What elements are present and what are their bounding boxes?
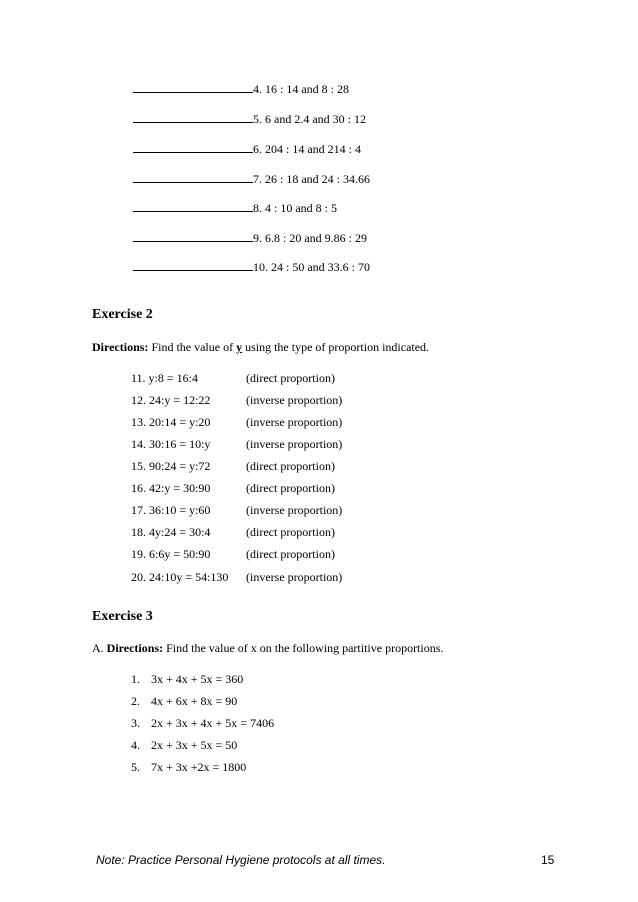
exercise1-item <box>133 258 370 274</box>
exercise2-item <box>131 459 335 473</box>
exercise1-item <box>133 199 337 215</box>
directions-text: Find the value of <box>151 340 234 354</box>
partitive-equation: 2x + 3x + 5x = 50 <box>151 738 238 752</box>
proportion-type: (inverse proportion) <box>246 503 343 517</box>
item-number: 2. <box>131 694 140 708</box>
page-number: 15 <box>541 853 555 867</box>
answer-blank[interactable] <box>133 80 253 93</box>
exercise1-item <box>133 140 361 156</box>
proportion-type: (inverse proportion) <box>246 415 343 429</box>
exercise1-item <box>133 170 370 186</box>
exercise3-item <box>131 738 237 752</box>
item-number: 1. <box>131 672 140 686</box>
directions-variable: y <box>236 340 243 354</box>
exercise2-item <box>131 481 335 495</box>
proportion-equation: 16. 42:y = 30:90 <box>131 481 211 495</box>
exercise3-item <box>131 694 237 708</box>
exercise3-directions <box>92 641 443 655</box>
proportion-equation: 11. y:8 = 16:4 <box>131 371 198 385</box>
answer-blank[interactable] <box>133 199 253 212</box>
exercise2-heading: Exercise 2 <box>92 307 153 322</box>
exercise3-item <box>131 760 246 774</box>
proportion-type: (direct proportion) <box>246 459 335 473</box>
exercise2-item <box>131 393 342 407</box>
proportion-equation: 15. 90:24 = y:72 <box>131 459 211 473</box>
answer-blank[interactable] <box>133 140 253 153</box>
exercise1-question: 6. 204 : 14 and 214 : 4 <box>253 142 361 156</box>
proportion-type: (direct proportion) <box>246 371 335 385</box>
exercise2-directions <box>92 340 429 354</box>
partitive-equation: 3x + 4x + 5x = 360 <box>151 672 244 686</box>
proportion-equation: 18. 4y:24 = 30:4 <box>131 525 211 539</box>
answer-blank[interactable] <box>133 229 253 242</box>
proportion-equation: 17. 36:10 = y:60 <box>131 503 211 517</box>
exercise2-item <box>131 415 342 429</box>
exercise3-heading: Exercise 3 <box>92 609 153 624</box>
exercise1-item <box>133 110 366 126</box>
exercise2-item <box>131 371 335 385</box>
proportion-type: (direct proportion) <box>246 481 335 495</box>
exercise1-question: 9. 6.8 : 20 and 9.86 : 29 <box>253 231 367 245</box>
proportion-type: (inverse proportion) <box>246 393 343 407</box>
exercise2-item <box>131 547 335 561</box>
exercise2-item <box>131 525 335 539</box>
exercise3-item <box>131 716 274 730</box>
directions-label: Directions: <box>92 340 149 354</box>
directions-text: Find the value of x on the following partitive proportions. <box>166 641 444 655</box>
exercise1-question: 10. 24 : 50 and 33.6 : 70 <box>253 260 370 274</box>
item-number: 4. <box>131 738 140 752</box>
proportion-type: (direct proportion) <box>246 525 335 539</box>
part-label: A. <box>92 641 104 655</box>
answer-blank[interactable] <box>133 170 253 183</box>
proportion-equation: 20. 24:10y = 54:130 <box>131 570 229 584</box>
proportion-equation: 12. 24:y = 12:22 <box>131 393 211 407</box>
exercise1-question: 4. 16 : 14 and 8 : 28 <box>253 82 349 96</box>
exercise2-item <box>131 437 342 451</box>
exercise2-item <box>131 503 342 517</box>
proportion-type: (inverse proportion) <box>246 570 343 584</box>
exercise2-item <box>131 570 342 584</box>
exercise3-item <box>131 672 243 686</box>
partitive-equation: 7x + 3x +2x = 1800 <box>151 760 247 774</box>
partitive-equation: 4x + 6x + 8x = 90 <box>151 694 238 708</box>
proportion-equation: 14. 30:16 = 10:y <box>131 437 211 451</box>
proportion-equation: 19. 6:6y = 50:90 <box>131 547 211 561</box>
exercise1-question: 5. 6 and 2.4 and 30 : 12 <box>253 112 366 126</box>
item-number: 5. <box>131 760 140 774</box>
item-number: 3. <box>131 716 140 730</box>
proportion-type: (direct proportion) <box>246 547 335 561</box>
exercise1-item <box>133 229 367 245</box>
exercise1-question: 8. 4 : 10 and 8 : 5 <box>253 201 337 215</box>
proportion-equation: 13. 20:14 = y:20 <box>131 415 211 429</box>
directions-label: Directions: <box>106 641 164 655</box>
answer-blank[interactable] <box>133 110 253 123</box>
partitive-equation: 2x + 3x + 4x + 5x = 7406 <box>151 716 275 730</box>
directions-text: using the type of proportion indicated. <box>245 340 430 354</box>
footer-note: Note: Practice Personal Hygiene protocols at all times. <box>96 853 386 867</box>
proportion-type: (inverse proportion) <box>246 437 343 451</box>
answer-blank[interactable] <box>133 258 253 271</box>
exercise1-item <box>133 80 349 96</box>
exercise1-question: 7. 26 : 18 and 24 : 34.66 <box>253 172 370 186</box>
